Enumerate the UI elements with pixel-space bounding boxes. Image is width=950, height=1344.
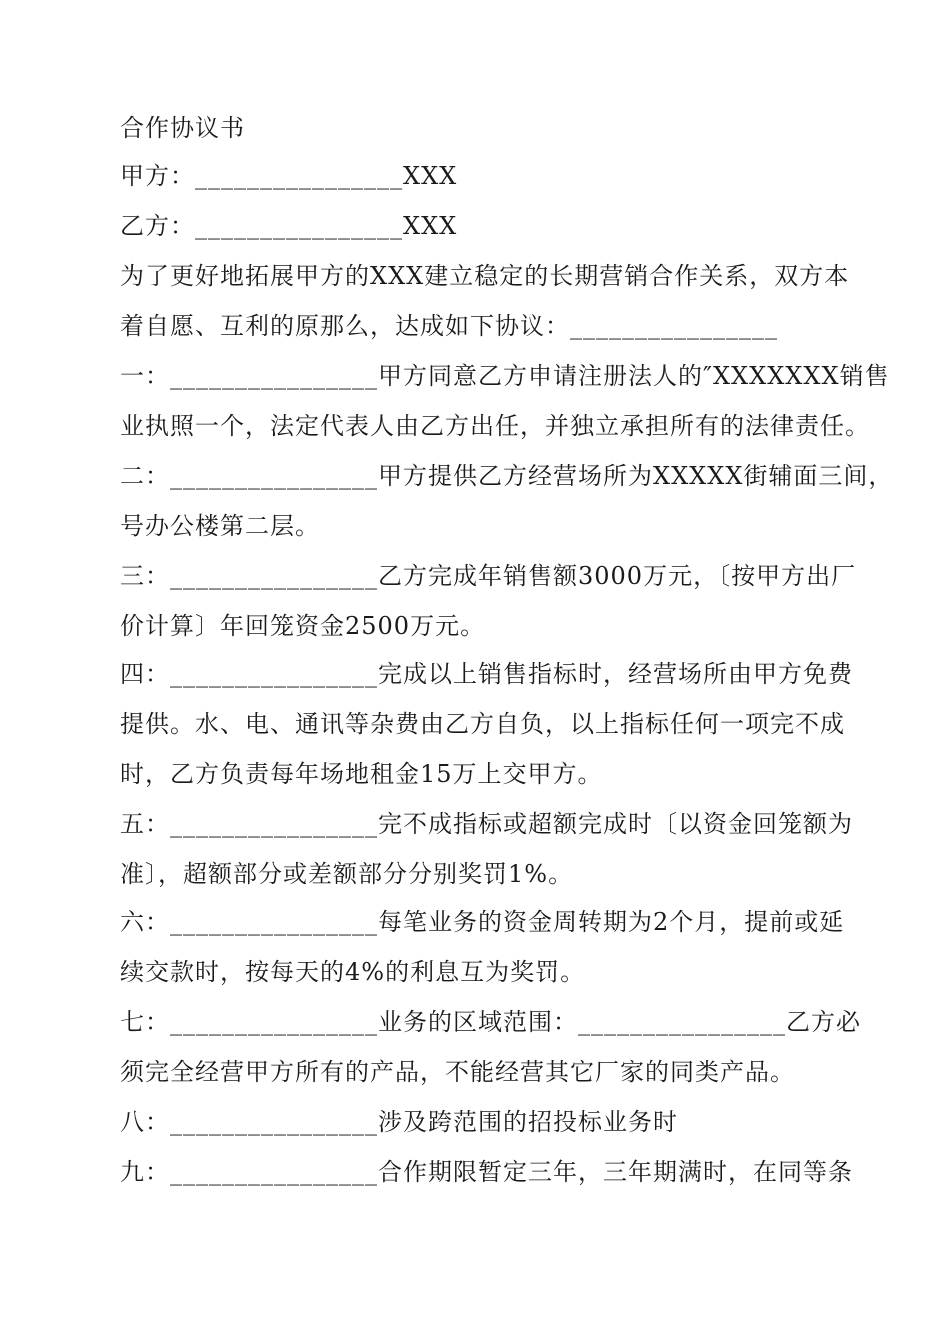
clause-3-line-2: 价计算〕年回笼资金2500万元。 [120, 612, 486, 640]
clause-4-line-3: 时，乙方负责每年场地租金15万上交甲方。 [120, 760, 603, 788]
clause-1-line-1: 一：________________甲方同意乙方申请注册法人的″XXXXXXX销售 [120, 362, 890, 390]
party-b-line: 乙方：________________XXX [120, 212, 458, 240]
clause-3-line-1: 三：________________乙方完成年销售额3000万元，〔按甲方出厂 [120, 562, 857, 590]
clause-4-line-1: 四：________________完成以上销售指标时，经营场所由甲方免费 [120, 660, 853, 688]
preamble-line-1: 为了更好地拓展甲方的XXX建立稳定的长期营销合作关系，双方本 [120, 262, 850, 290]
clause-5-line-1: 五：________________完不成指标或超额完成时〔以资金回笼额为 [120, 810, 853, 838]
clause-7-line-2: 须完全经营甲方所有的产品，不能经营其它厂家的同类产品。 [120, 1058, 795, 1086]
document-title: 合作协议书 [120, 114, 245, 142]
clause-8-line-1: 八：________________涉及跨范围的招投标业务时 [120, 1108, 678, 1136]
clause-5-line-2: 准〕，超额部分或差额部分分别奖罚1%。 [120, 860, 574, 888]
clause-2-line-2: 号办公楼第二层。 [120, 512, 320, 540]
clause-6-line-2: 续交款时，按每天的4%的利息互为奖罚。 [120, 958, 586, 986]
preamble-line-2: 着自愿、互利的原那么，达成如下协议：________________ [120, 312, 778, 340]
clause-2-line-1: 二：________________甲方提供乙方经营场所为XXXXX街辅面三间， [120, 462, 894, 490]
clause-7-line-1: 七：________________业务的区域范围：________________乙方必 [120, 1008, 861, 1036]
clause-4-line-2: 提供。水、电、通讯等杂费由乙方自负，以上指标任何一项完不成 [120, 710, 845, 738]
clause-9-line-1: 九：________________合作期限暂定三年，三年期满时，在同等条 [120, 1158, 853, 1186]
party-a-line: 甲方：________________XXX [120, 162, 458, 190]
clause-6-line-1: 六：________________每笔业务的资金周转期为2个月，提前或延 [120, 908, 845, 936]
clause-1-line-2: 业执照一个，法定代表人由乙方出任，并独立承担所有的法律责任。 [120, 412, 870, 440]
